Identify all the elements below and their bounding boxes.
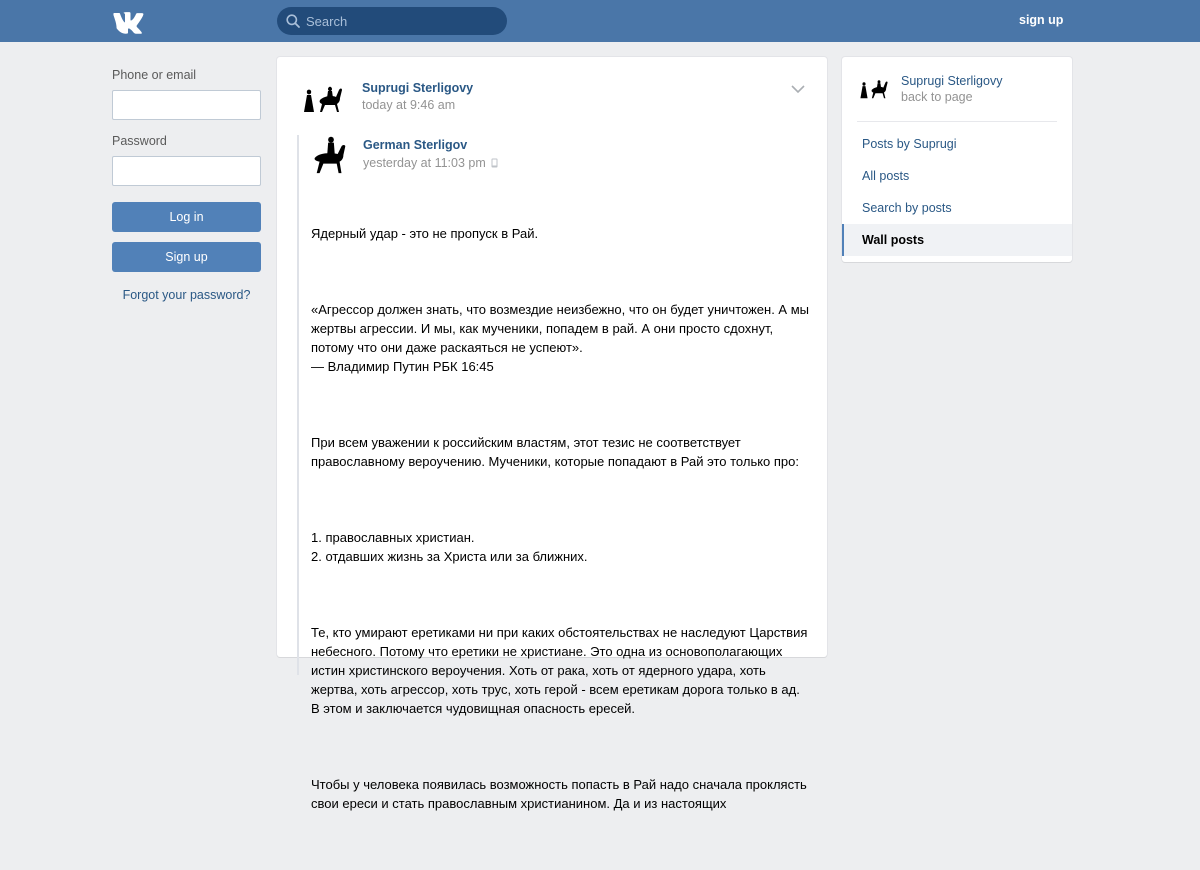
back-to-page-link[interactable]: back to page [901, 90, 973, 104]
owner-avatar[interactable] [859, 74, 889, 104]
forgot-password-link[interactable]: Forgot your password? [122, 288, 251, 302]
post-paragraph: Ядерный удар - это не пропуск в Рай. [311, 226, 539, 241]
wall-navigation [842, 57, 1072, 262]
nav-item-search-by-posts[interactable]: Search by posts [862, 201, 952, 215]
nav-item-wall-posts[interactable]: Wall posts [842, 224, 1072, 256]
post-paragraph: Чтобы у человека появилась возможность попасть в Рай надо сначала проклясть свои ереси и стать православным христианином. Да и из настоящих [311, 777, 811, 811]
search-box[interactable] [277, 7, 507, 35]
search-input[interactable] [306, 14, 496, 29]
post-text [311, 186, 811, 870]
post-paragraph: При всем уважении к российским властям, этот тезис не соответствует православному вероучению. Мученики, которые попадают в Рай это только про: [311, 435, 800, 469]
nav-item-posts-by-suprugi[interactable]: Posts by Suprugi [862, 137, 957, 151]
log-in-button[interactable]: Log in [112, 202, 261, 232]
repost-date[interactable] [363, 156, 498, 170]
divider [857, 121, 1057, 122]
repost-date-text: yesterday at 11:03 pm [363, 156, 486, 170]
vk-logo-icon[interactable] [112, 10, 146, 32]
repost-author-link[interactable]: German Sterligov [363, 138, 468, 152]
password-input[interactable] [112, 156, 261, 186]
post-author-link[interactable]: Suprugi Sterligovy [362, 81, 474, 95]
password-label: Password [112, 134, 167, 148]
post-date[interactable]: today at 9:46 am [362, 98, 456, 112]
post-paragraph: 1. православных христиан. 2. отдавших жизнь за Христа или за ближних. [311, 530, 588, 564]
nav-item-all-posts[interactable]: All posts [862, 169, 910, 183]
search-icon [286, 14, 300, 28]
top-bar [0, 0, 1200, 42]
login-form [112, 57, 261, 302]
repost-author-avatar[interactable] [311, 135, 351, 175]
sign-up-link[interactable]: sign up [1019, 13, 1064, 27]
phone-email-input[interactable] [112, 90, 261, 120]
post-paragraph: «Агрессор должен знать, что возмездие неизбежно, что он будет уничтожен. А мы жертвы агрессии. И мы, как мученики, попадем в рай. А они просто сдохнут, потому что они даже раскаяться не успеют». — Владимир Путин РБК 16:45 [311, 302, 809, 374]
author-avatar[interactable] [302, 78, 344, 120]
owner-name-link[interactable]: Suprugi Sterligovy [901, 74, 1003, 88]
post-paragraph: Те, кто умирают еретиками ни при каких обстоятельствах не наследуют Царствия небесного. Потому что еретики не христиане. Это одна из основополагающих истин христинского вероучения. Хоть от рака, хоть от ядерного удара, хоть жертва, хоть агрессор, хоть трус, хоть герой - всем еретикам дорога только в ад. В этом и заключается чудовищная опасность ересей. [311, 625, 811, 716]
sign-up-button[interactable]: Sign up [112, 242, 261, 272]
mobile-icon [491, 158, 498, 168]
phone-label: Phone or email [112, 68, 197, 82]
chevron-down-icon[interactable] [791, 84, 805, 94]
repost-divider [297, 135, 299, 675]
post-card [277, 57, 827, 811]
